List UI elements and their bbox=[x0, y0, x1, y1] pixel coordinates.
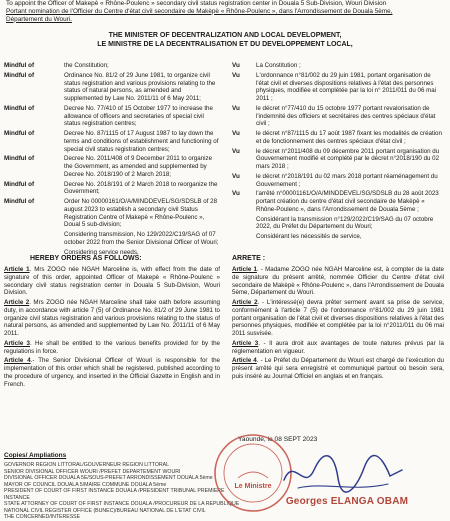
article-heading: Article 1 bbox=[232, 266, 257, 273]
seal-label: Le Ministre bbox=[234, 483, 272, 490]
visa-label: Vu bbox=[232, 104, 240, 112]
visa-label: Mindful of bbox=[4, 62, 35, 69]
copy-recipient: PRESIDENT OF COURT OF FIRST INSTANCE DOUALA /PRESIDENT TRIBUNAL PREMIERE INSTANCE bbox=[4, 488, 225, 501]
signing-date: Yaoundé, le 08 SEPT 2023 bbox=[238, 436, 318, 443]
article-text: . Mrs ZOGO née NGAH Marceline shall take oath before assuming duty, in accordance with article 7 (5) of Ordinance No. 81/2 of 29 June 1981 to organize civil status registration and various provisions relating to the status of natural persons, as amended and supplemented by Law No. 2011/11 of 6 May 2011. bbox=[4, 299, 220, 337]
visa-text: le décret n°77/410 du 15 octobre 1977 portant revalorisation de l'indemnité des officiers et secrétaires des centres spéciaux d'état civil ; bbox=[256, 104, 436, 128]
articles-french bbox=[232, 266, 444, 383]
copies-list bbox=[4, 452, 244, 521]
article-heading: Article 3 bbox=[232, 339, 259, 347]
visa-row bbox=[232, 72, 444, 103]
article bbox=[232, 357, 444, 380]
article-text: . - Madame ZOGO née NGAH Marceline est, à compter de la date de signature du présent arrêté, nommée Officier du Centre d'état civil secondaire de Makèpè « Rhône-Poulenc », dans l'Arrondissement de Douala 5ème, Département du Wouri. bbox=[232, 266, 444, 297]
visa-label: Mindful of bbox=[4, 130, 35, 138]
visa-row bbox=[232, 233, 444, 241]
visas-french bbox=[232, 62, 444, 243]
visa-row bbox=[4, 130, 220, 153]
subject-line-fr: Portant nomination de l'Officier du Centre d'état civil secondaire de Makèpè « Rhône-Poulenc », dans l'Arrondissement de Douala 5ème, bbox=[6, 7, 393, 15]
visa-label: Vu bbox=[232, 71, 240, 79]
article bbox=[4, 266, 220, 297]
minister-title bbox=[40, 32, 410, 50]
copy-recipient: GOVERNOR REGION LITTORAL/GOUVERNEUR REGION LITTORAL bbox=[4, 462, 169, 469]
visa-row bbox=[4, 62, 220, 70]
subject-line-fr-2: Département du Wouri. bbox=[6, 15, 72, 23]
visa-text: l'arrêté n°00001161/O/A/MINDDEVEL/SG/SDSLB du 28 août 2023 portant création du centre d'état civil secondaire de Makèpè « Rhône-Poulenc », dans l'Arrondissement de Douala 5ème ; bbox=[256, 190, 439, 213]
visa-label: Vu bbox=[232, 62, 240, 69]
article-text: . - L'intéressé(e) devra prêter serment avant sa prise de service, conformément à l'article 7 (5) de l'ordonnance n°81/002 du 29 juin 1981 portant organisation de l'état civil et diverses dispositions relatives à l'état des personnes physiques, modifiée et complétée par la loi n°2011/011 du 06 mai 2011 susvisée. bbox=[232, 299, 444, 337]
visa-label: Mindful of bbox=[4, 198, 35, 206]
article-heading: Article 2 bbox=[4, 299, 30, 306]
visa-label: Mindful of bbox=[4, 71, 35, 79]
visa-row bbox=[232, 148, 444, 171]
visa-text: the Constitution; bbox=[64, 62, 109, 69]
copy-recipient: NATIONAL CIVIL REGISTER OFFICE (BUNEC)/BUREAU NATIONAL DE L'ETAT CIVIL bbox=[4, 507, 206, 514]
copy-recipient: THE CONCERNED/INTERESSE bbox=[4, 514, 81, 521]
visa-text: Decree No. 2018/191 of 2 March 2018 to reorganize the Government; bbox=[64, 180, 218, 196]
copy-recipient: MAYOR OF COUNCIL DOUALA 5/MAIRE COMMUNE DOUALA 5ème bbox=[4, 481, 167, 488]
handwritten-signature bbox=[278, 448, 408, 498]
visa-text: L'ordonnance n°81/002 du 29 juin 1981, portant organisation de l'état civil et diverses dispositions relatives à l'état des personnes physiques, modifiée et complétée par la loi n° 2011/011 du 06 mai 2011 ; bbox=[256, 71, 437, 103]
order-subject bbox=[6, 0, 442, 23]
visa-text: Considering service needs, bbox=[64, 248, 139, 256]
article-heading: Article 2 bbox=[232, 299, 258, 306]
copy-recipient: STATE ATTORNEY OF COURT OF FIRST INSTANCE DOUALA /PROCUREUR DE LA REPUBLIQUE bbox=[4, 501, 240, 508]
visa-label: Mindful of bbox=[4, 180, 35, 188]
visa-row bbox=[4, 198, 220, 229]
title-en: THE MINISTER OF DECENTRALIZATION AND LOCAL DEVELOPMENT, bbox=[108, 32, 342, 39]
visa-text: le décret n°2011/408 du 09 décembre 2011 portant organisation du Gouvernement modifié et complété par le décret n°2018/190 du 02 mars 2018 ; bbox=[256, 147, 440, 171]
visa-label: Mindful of bbox=[4, 104, 35, 112]
visa-label: Vu bbox=[232, 172, 240, 180]
visa-text: La Constitution ; bbox=[256, 62, 301, 69]
visas-english bbox=[4, 62, 220, 258]
visa-text: Considérant la transmission n°129/2022/C19/SAG du 07 octobre 2022, du Préfet du Département du Wouri; bbox=[256, 215, 434, 231]
visa-text: Ordinance No. 81/2 of 29 June 1981, to organize civil status registration and various provisions relating to the status of natural persons, as amended and supplemented by Law No. 2011/11 of 6 May 2011; bbox=[64, 71, 216, 103]
visa-text: Decree No. 77/410 of 15 October 1977 to increase the allowance of officers and secretaries of special civil status registration centres; bbox=[64, 104, 213, 128]
visa-row bbox=[232, 173, 444, 189]
visa-row bbox=[232, 130, 444, 146]
visa-row bbox=[4, 155, 220, 178]
article-text: . - Le Préfet du Département du Wouri est chargé de l'exécution du présent arrêté qui sera enregistré et communiqué partout où besoin sera, puis inséré au Journal Officiel en anglais et en français. bbox=[232, 357, 445, 380]
visa-text: Decree No. 2011/408 of 9 December 2011 to organize the Government, as amended and supplemented by Decree No. 2018/190 of 2 March 2018; bbox=[64, 155, 213, 178]
article-text: . - Il aura droit aux avantages de toute natures prévus par la réglementation en vigueur. bbox=[232, 339, 444, 355]
visa-row bbox=[232, 216, 444, 232]
visa-text: Considérant les nécessités de service, bbox=[256, 233, 362, 241]
article bbox=[4, 357, 220, 388]
arrete-heading: ARRETE : bbox=[232, 255, 266, 262]
article-heading: Article 3 bbox=[4, 339, 30, 347]
article-text: . Mrs ZOGO née NGAH Marceline is, with effect from the date of signature of this order, appointed Officer of Makepè « Rhône-Poulenc » secondary civil status registration center in Douala 5 Sub-Division, Wouri Division. bbox=[4, 266, 220, 297]
visa-text: le décret n°2018/191 du 02 mars 2018 portant réaménagement du Gouvernement ; bbox=[256, 172, 438, 188]
visa-text: le décret n°87/1115 du 17 août 1987 fixant les modalités de création et de fonctionnement des centres spéciaux d'état civil ; bbox=[256, 130, 442, 145]
visa-label: Vu bbox=[232, 147, 240, 155]
title-fr: LE MINISTRE DE LA DECENTRALISATION ET DU DEVELOPPEMENT LOCAL, bbox=[97, 40, 353, 48]
visa-label: Mindful of bbox=[4, 155, 35, 163]
visa-row bbox=[4, 231, 220, 247]
visa-label: Vu bbox=[232, 190, 240, 198]
copy-recipient: SENIOR DIVISIONAL OFFICER WOURI /PREFET DEPARTEMENT WOURI bbox=[4, 468, 181, 475]
articles-english bbox=[4, 266, 220, 390]
visa-text: Order No 00000161/O/A/MINDDEVEL/SG/SDSLB of 28 august 2023 to establish a secondary civil Status Registration Centre of Makepè « Rhône-Poulenc », Doual 5 sub-division; bbox=[64, 198, 218, 229]
subject-line-en: To appoint the Officer of Makepè « Rhône-Poulenc » secondary civil status registration center in Douala 5 Sub-Division, Wouri Division bbox=[6, 0, 387, 7]
article-text: .- The Senior Divisional Officer of Wouri is responsible for the implementation of this order which shall be registered, published according to the procedure of urgency, and inserted in the Official Gazette in English and in French. bbox=[4, 357, 220, 388]
visa-label: Vu bbox=[232, 130, 240, 138]
visa-row bbox=[232, 105, 444, 128]
copy-recipient: DIVISIONAL OFFICER DOUALA 5E/SOUS-PREFET ARRONDISSEMENT DOUALA 5ème bbox=[4, 475, 213, 482]
article bbox=[4, 340, 220, 356]
visa-row bbox=[4, 181, 220, 197]
visa-row bbox=[4, 105, 220, 128]
article-heading: Article 1 bbox=[4, 266, 30, 273]
article bbox=[232, 266, 444, 297]
hereby-heading: HEREBY ORDERS AS FOLLOWS: bbox=[30, 255, 142, 262]
visa-row bbox=[232, 62, 444, 70]
signatory-name: Georges ELANGA OBAM bbox=[285, 496, 409, 507]
article-heading: Article 4 bbox=[4, 357, 31, 365]
article bbox=[232, 299, 444, 338]
visa-row bbox=[4, 72, 220, 103]
visa-text: Considering transmission, No 129/2022/C19/SAG of 07 october 2022 from the Senior Divisional Officer of Wouri; bbox=[64, 231, 219, 246]
copies-heading: Copies/ Ampliations bbox=[4, 452, 67, 459]
visa-text: Decree No. 87/1115 of 17 August 1987 to lay down the terms and conditions of establishment and functioning of special civil status registration centres; bbox=[64, 130, 219, 153]
article bbox=[232, 340, 444, 356]
visa-row bbox=[232, 190, 444, 213]
article-heading: Article 4 bbox=[232, 357, 257, 365]
article bbox=[4, 299, 220, 338]
article-text: . He shall be entitled to the various benefits provided for by the regulations in force. bbox=[4, 339, 220, 355]
